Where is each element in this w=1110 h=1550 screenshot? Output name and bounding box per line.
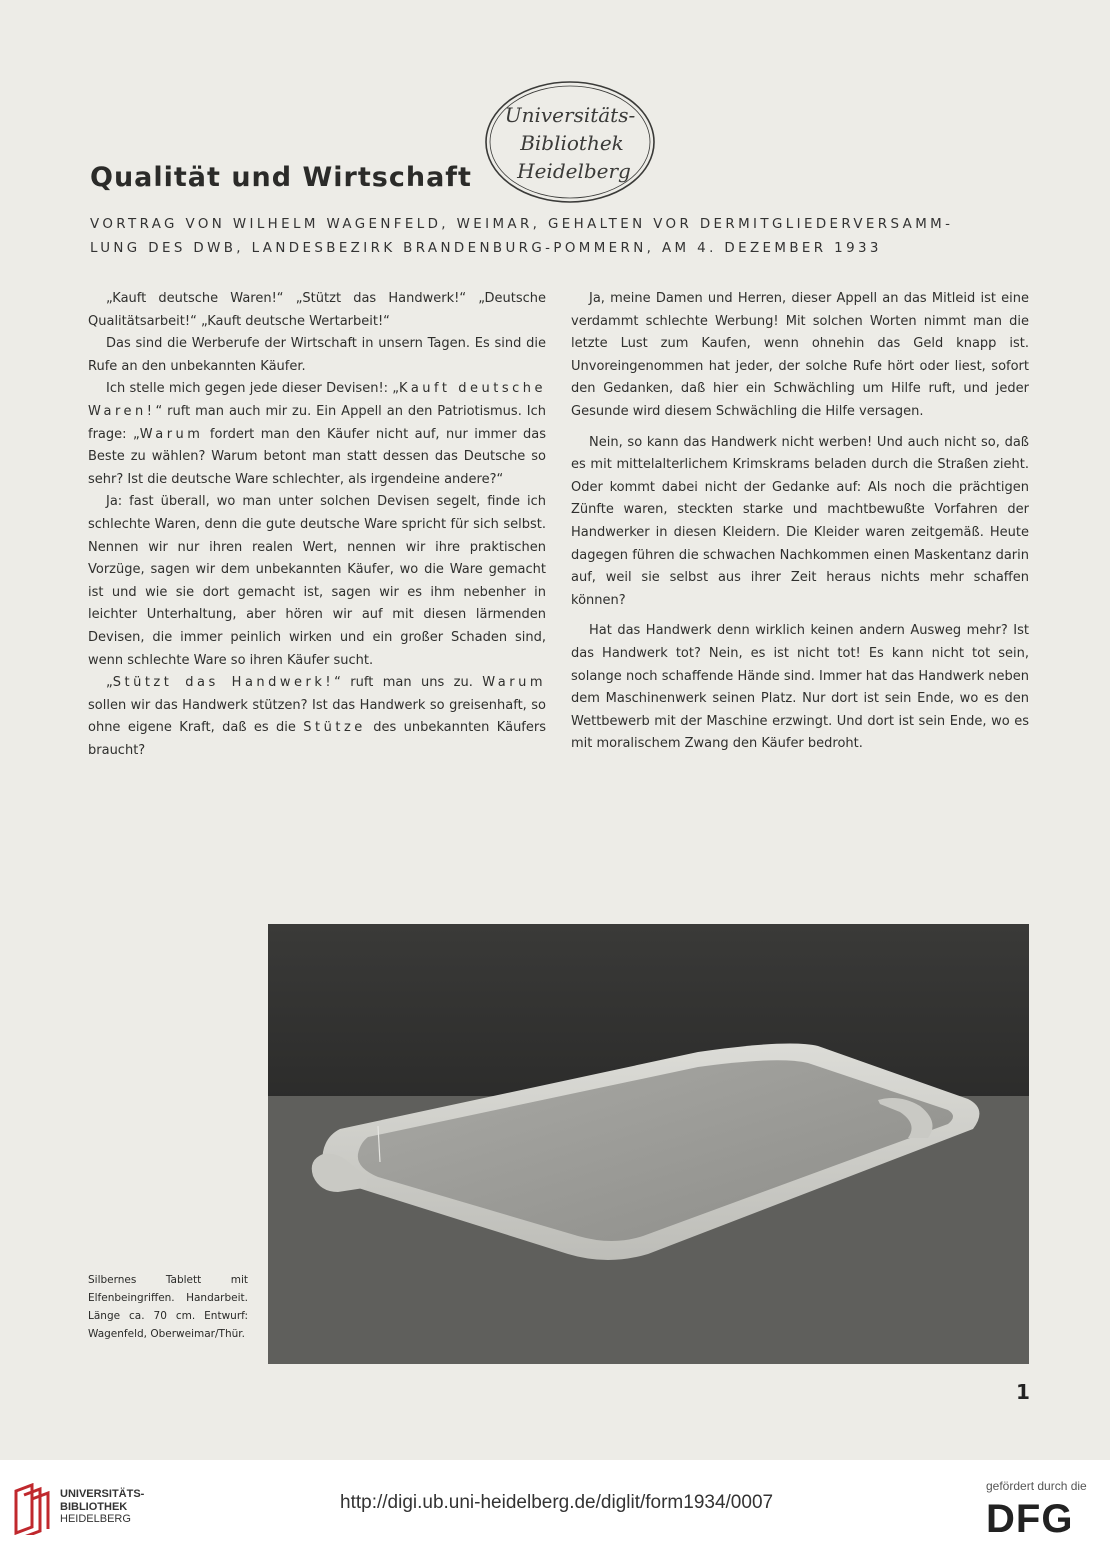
library-name bbox=[60, 1488, 144, 1526]
spaced-emphasis: Kauft deutsche Waren! bbox=[88, 381, 546, 419]
stamp-line-1: Universitäts- bbox=[504, 103, 636, 127]
library-line-2: BIBLIOTHEK bbox=[60, 1500, 128, 1513]
library-line-3: HEIDELBERG bbox=[60, 1513, 131, 1525]
spaced-emphasis: Warum bbox=[482, 675, 547, 691]
photo-caption: Silbernes Tablett mit Elfenbeingriffen. Handarbeit. Länge ca. 70 cm. Entwurf: Wagenfeld, Oberweimar/Thür. bbox=[88, 1274, 248, 1340]
dfg-logo: DFG bbox=[986, 1497, 1074, 1541]
text-run: “ ruft man uns zu. bbox=[334, 675, 483, 691]
article-title: Qualität und Wirtschaft bbox=[90, 162, 472, 193]
text-run: des unbekannten Käufers braucht? bbox=[88, 720, 546, 758]
left-paragraph-4: Ja: fast überall, wo man unter solchen Devisen segelt, finde ich schlechte Waren, denn die gute deutsche Ware spricht für sich selbst. Nennen wir nur ihren realen Wert, nennen wir ihre praktischen Vorzüge, sagen wir dem unbekannten Käufer, wo die Ware gemacht ist und wie sie dort gemacht ist, sagen wir es ihm nebenher in leichter Unterhaltung, aber hören wir auf mit diesen lärmenden Devisen, die immer peinlich wirken und ein großer Schaden sind, wenn schlechte Ware so ihren Käufer sucht. bbox=[88, 494, 546, 668]
stamp-line-2: Bibliothek bbox=[520, 131, 624, 155]
article-subtitle bbox=[90, 213, 1035, 261]
tray-photograph bbox=[268, 924, 1029, 1364]
right-paragraph-3: Hat das Handwerk denn wirklich keinen andern Ausweg mehr? Ist das Handwerk tot? Nein, es ist nicht tot! Es kann nicht tot sein, solange noch schaffende Hände sind. Immer hat das Handwerk neben dem Maschinenwerk seinen Platz. Nur dort ist sein Ende, wo es den Wettbewerb mit der Maschine erzwingt. Und dort ist sein Ende, wo es mit moralischem Zwang den Käufer bedroht. bbox=[571, 623, 1029, 752]
right-paragraph-2: Nein, so kann das Handwerk nicht werben! Und auch nicht so, daß es mit mittelalterlichem Krimskrams beladen durch die Straßen zieht. Oder kommt dabei nicht der Gedanke auf: Als noch die prächtigen Zünfte waren, steckten starke und machtbewußte Vorfahren der Handwerker in diesen Kleidern. Die Kleider waren zeitgemäß. Heute dagegen führen die schwachen Nachkommen einen Maskentanz darin auf, weil sie selbst aus ihrer Zeit heraus nichts mehr schaffen können? bbox=[571, 434, 1029, 608]
text-run: sollen wir das Handwerk stützen? Ist das Handwerk so greisenhaft, so ohne eigene Kraft, daß es die bbox=[88, 697, 546, 736]
permalink-url[interactable]: http://digi.ub.uni-heidelberg.de/diglit/form1934/0007 bbox=[340, 1492, 774, 1513]
funding-label: gefördert durch die bbox=[986, 1479, 1087, 1493]
left-paragraph-3 bbox=[88, 378, 546, 491]
spaced-emphasis: Stützt das Handwerk! bbox=[112, 675, 335, 691]
stamp-line-3: Heidelberg bbox=[517, 159, 631, 183]
right-paragraph-1: Ja, meine Damen und Herren, dieser Appell an das Mitleid ist eine verdammt schlechte Werbung! Mit solchen Worten nimmt man die letzte Lust zum Kaufen, wenn ohnehin das Geld knapp ist. Unvoreingenommen hat jeder, der solche Rufe hört oder liest, sofort den Gedanken, daß hier ein Schwächling um Hilfe ruft, und jeder Gesunde wird diesem Schwächling die Hilfe versagen. bbox=[571, 291, 1029, 419]
subtitle-line-2: LUNG DES DWB, LANDESBEZIRK BRANDENBURG-POMMERN, AM 4. DEZEMBER 1933 bbox=[90, 241, 882, 256]
right-column bbox=[571, 288, 1029, 764]
library-line-1: UNIVERSITÄTS- bbox=[60, 1488, 145, 1500]
left-paragraph-2: Das sind die Werberufe der Wirtschaft in unsern Tagen. Es sind die Rufe an den unbekannten Käufer. bbox=[88, 336, 546, 374]
library-logo-icon bbox=[12, 1483, 52, 1535]
page-number: 1 bbox=[1016, 1380, 1030, 1404]
text-run: “ ruft man auch mir zu. Ein Appell an den Patriotismus. Ich frage: „ bbox=[88, 403, 546, 442]
spaced-emphasis: Warum bbox=[139, 426, 204, 442]
text-run: „ bbox=[106, 675, 113, 691]
text-run: Ich stelle mich gegen jede dieser Devisen!: „ bbox=[106, 381, 400, 397]
spaced-emphasis: Stütze bbox=[303, 720, 366, 736]
text-run: fordert man den Käufer nicht auf, nur immer das Beste zu wählen? Warum betont man statt dessen das Deutsche so sehr? Ist die deutsche Ware schlechter, als irgendeine andere?“ bbox=[88, 426, 547, 487]
left-paragraph-1: „Kauft deutsche Waren!“ „Stützt das Handwerk!“ „Deutsche Qualitätsarbeit!“ „Kauft deutsche Wertarbeit!“ bbox=[88, 291, 546, 329]
left-column bbox=[88, 288, 546, 762]
library-stamp bbox=[482, 78, 658, 206]
left-paragraph-5 bbox=[88, 672, 546, 762]
subtitle-line-1: VORTRAG VON WILHELM WAGENFELD, WEIMAR, GEHALTEN VOR DERMITGLIEDERVERSAMM- bbox=[90, 217, 954, 232]
